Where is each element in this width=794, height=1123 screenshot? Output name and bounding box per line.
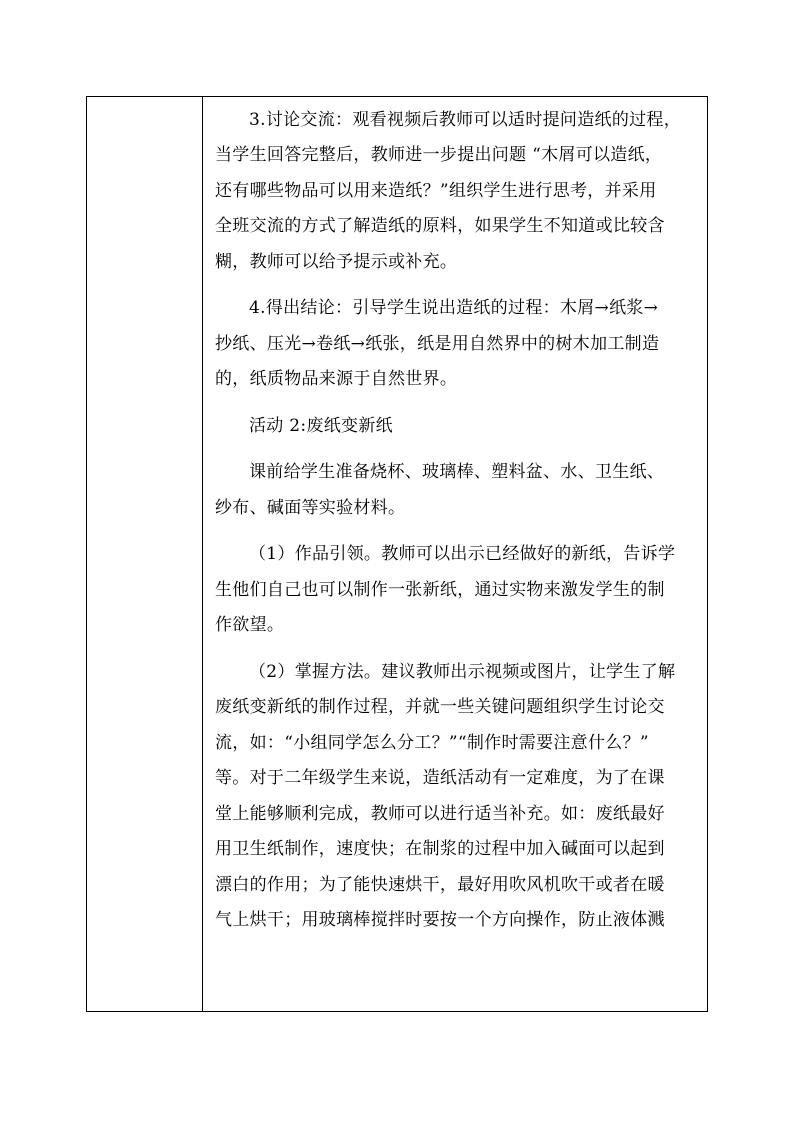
paragraph-line: 纱布、碱面等实验材料。 <box>215 498 406 518</box>
paragraph-line: 堂上能够顺利完成，教师可以进行适当补充。如：废纸最好 <box>215 804 665 824</box>
paragraph-line: 作欲望。 <box>215 615 285 635</box>
paragraph-line: 漂白的作用；为了能快速烘干，最好用吹风机吹干或者在暖 <box>215 875 665 895</box>
table-content-cell <box>203 97 707 1011</box>
paragraph-line: 全班交流的方式了解造纸的原料，如果学生不知道或比较含 <box>215 216 665 236</box>
paragraph-line: （2）掌握方法。建议教师出示视频或图片，让学生了解 <box>249 662 676 682</box>
paragraph-line: 等。对于二年级学生来说，造纸活动有一定难度，为了在课 <box>215 768 665 788</box>
section-heading: 活动 2:废纸变新纸 <box>249 416 393 436</box>
paragraph-line: 的，纸质物品来源于自然世界。 <box>215 369 458 389</box>
table-left-cell <box>87 97 203 1011</box>
paragraph-line: （1）作品引领。教师可以出示已经做好的新纸，告诉学 <box>249 544 676 564</box>
lesson-table <box>86 96 708 1012</box>
paragraph-line: 用卫生纸制作，速度快；在制浆的过程中加入碱面可以起到 <box>215 839 665 859</box>
paragraph-line: 当学生回答完整后，教师进一步提出问题 “木屑可以造纸， <box>215 145 663 165</box>
paragraph-line: 气上烘干；用玻璃棒搅拌时要按一个方向操作，防止液体溅 <box>215 910 665 930</box>
paragraph-line: 还有哪些物品可以用来造纸？”组织学生进行思考，并采用 <box>215 181 657 201</box>
paragraph-line: 流，如：“小组同学怎么分工？”“制作时需要注意什么？” <box>215 733 649 753</box>
paragraph-line: 糊，教师可以给予提示或补充。 <box>215 252 458 272</box>
paragraph-line: 生他们自己也可以制作一张新纸，通过实物来激发学生的制 <box>215 580 665 600</box>
paragraph-line: 抄纸、压光→卷纸→纸张，纸是用自然界中的树木加工制造 <box>215 334 660 354</box>
paragraph-line: 4.得出结论：引导学生说出造纸的过程：木屑→纸浆→ <box>249 298 659 318</box>
paragraph-line: 3.讨论交流：观看视频后教师可以适时提问造纸的过程， <box>249 110 682 130</box>
paragraph-line: 废纸变新纸的制作过程，并就一些关键问题组织学生讨论交 <box>215 697 665 717</box>
paragraph-line: 课前给学生准备烧杯、玻璃棒、塑料盆、水、卫生纸、 <box>249 462 665 482</box>
